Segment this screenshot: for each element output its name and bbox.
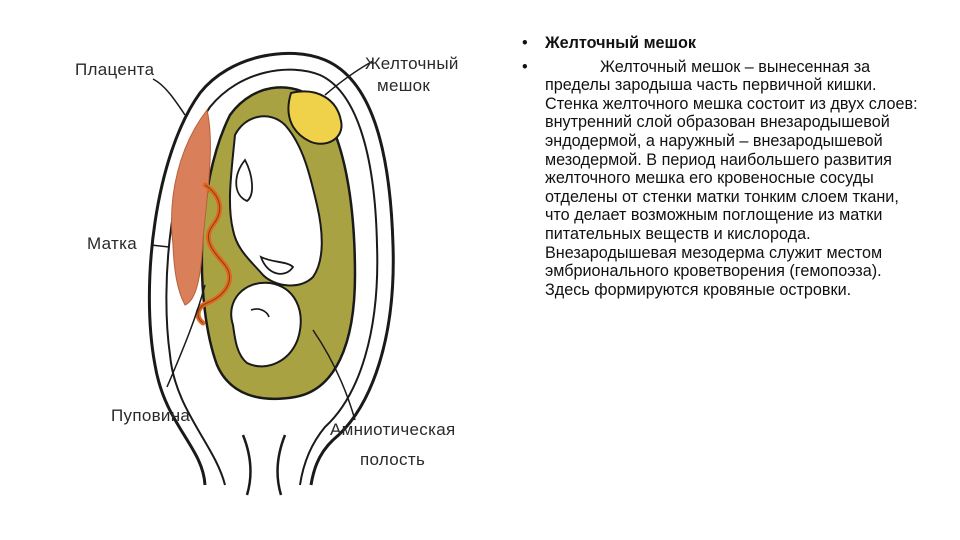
bullet-dot: •	[522, 34, 528, 52]
label-yolk-sac-line2: мешок	[377, 76, 431, 95]
label-yolk-sac-line1: Желточный	[365, 54, 459, 73]
embryo-head	[231, 283, 300, 367]
label-amniotic-line2: полость	[360, 450, 426, 469]
label-uterus: Матка	[87, 234, 137, 253]
body-paragraph: Желточный мешок – вынесенная за пределы зародыша часть первичной кишки. Стенка желточного мешка состоит из двух слоев: внутренний слой образован внезародышевой эндодермой, а наружный – внезародышевой мезодермой. В период наибольшего развития желточного мешка его кровеносные сосуды отделены от стенки матки тонким слоем ткани, что делает возможным поглощение из матки питательных веществ и кислорода. Внезародышевая мезодерма служит местом эмбрионального кроветворения (гемопоэза). Здесь формируются кровяные островки.	[545, 57, 918, 299]
text-panel	[520, 34, 920, 299]
label-amniotic-line1: Амниотическая	[330, 420, 456, 439]
bullet-dot: •	[522, 57, 528, 76]
heading-text: Желточный мешок	[545, 34, 697, 52]
label-placenta: Плацента	[75, 60, 155, 79]
label-umbilical-cord: Пуповина	[111, 406, 191, 425]
bullet-heading	[520, 34, 920, 53]
embryo-diagram	[55, 35, 495, 515]
embryo-diagram-svg	[55, 35, 495, 515]
leader-line-placenta	[153, 79, 185, 115]
bullet-body	[520, 58, 920, 300]
